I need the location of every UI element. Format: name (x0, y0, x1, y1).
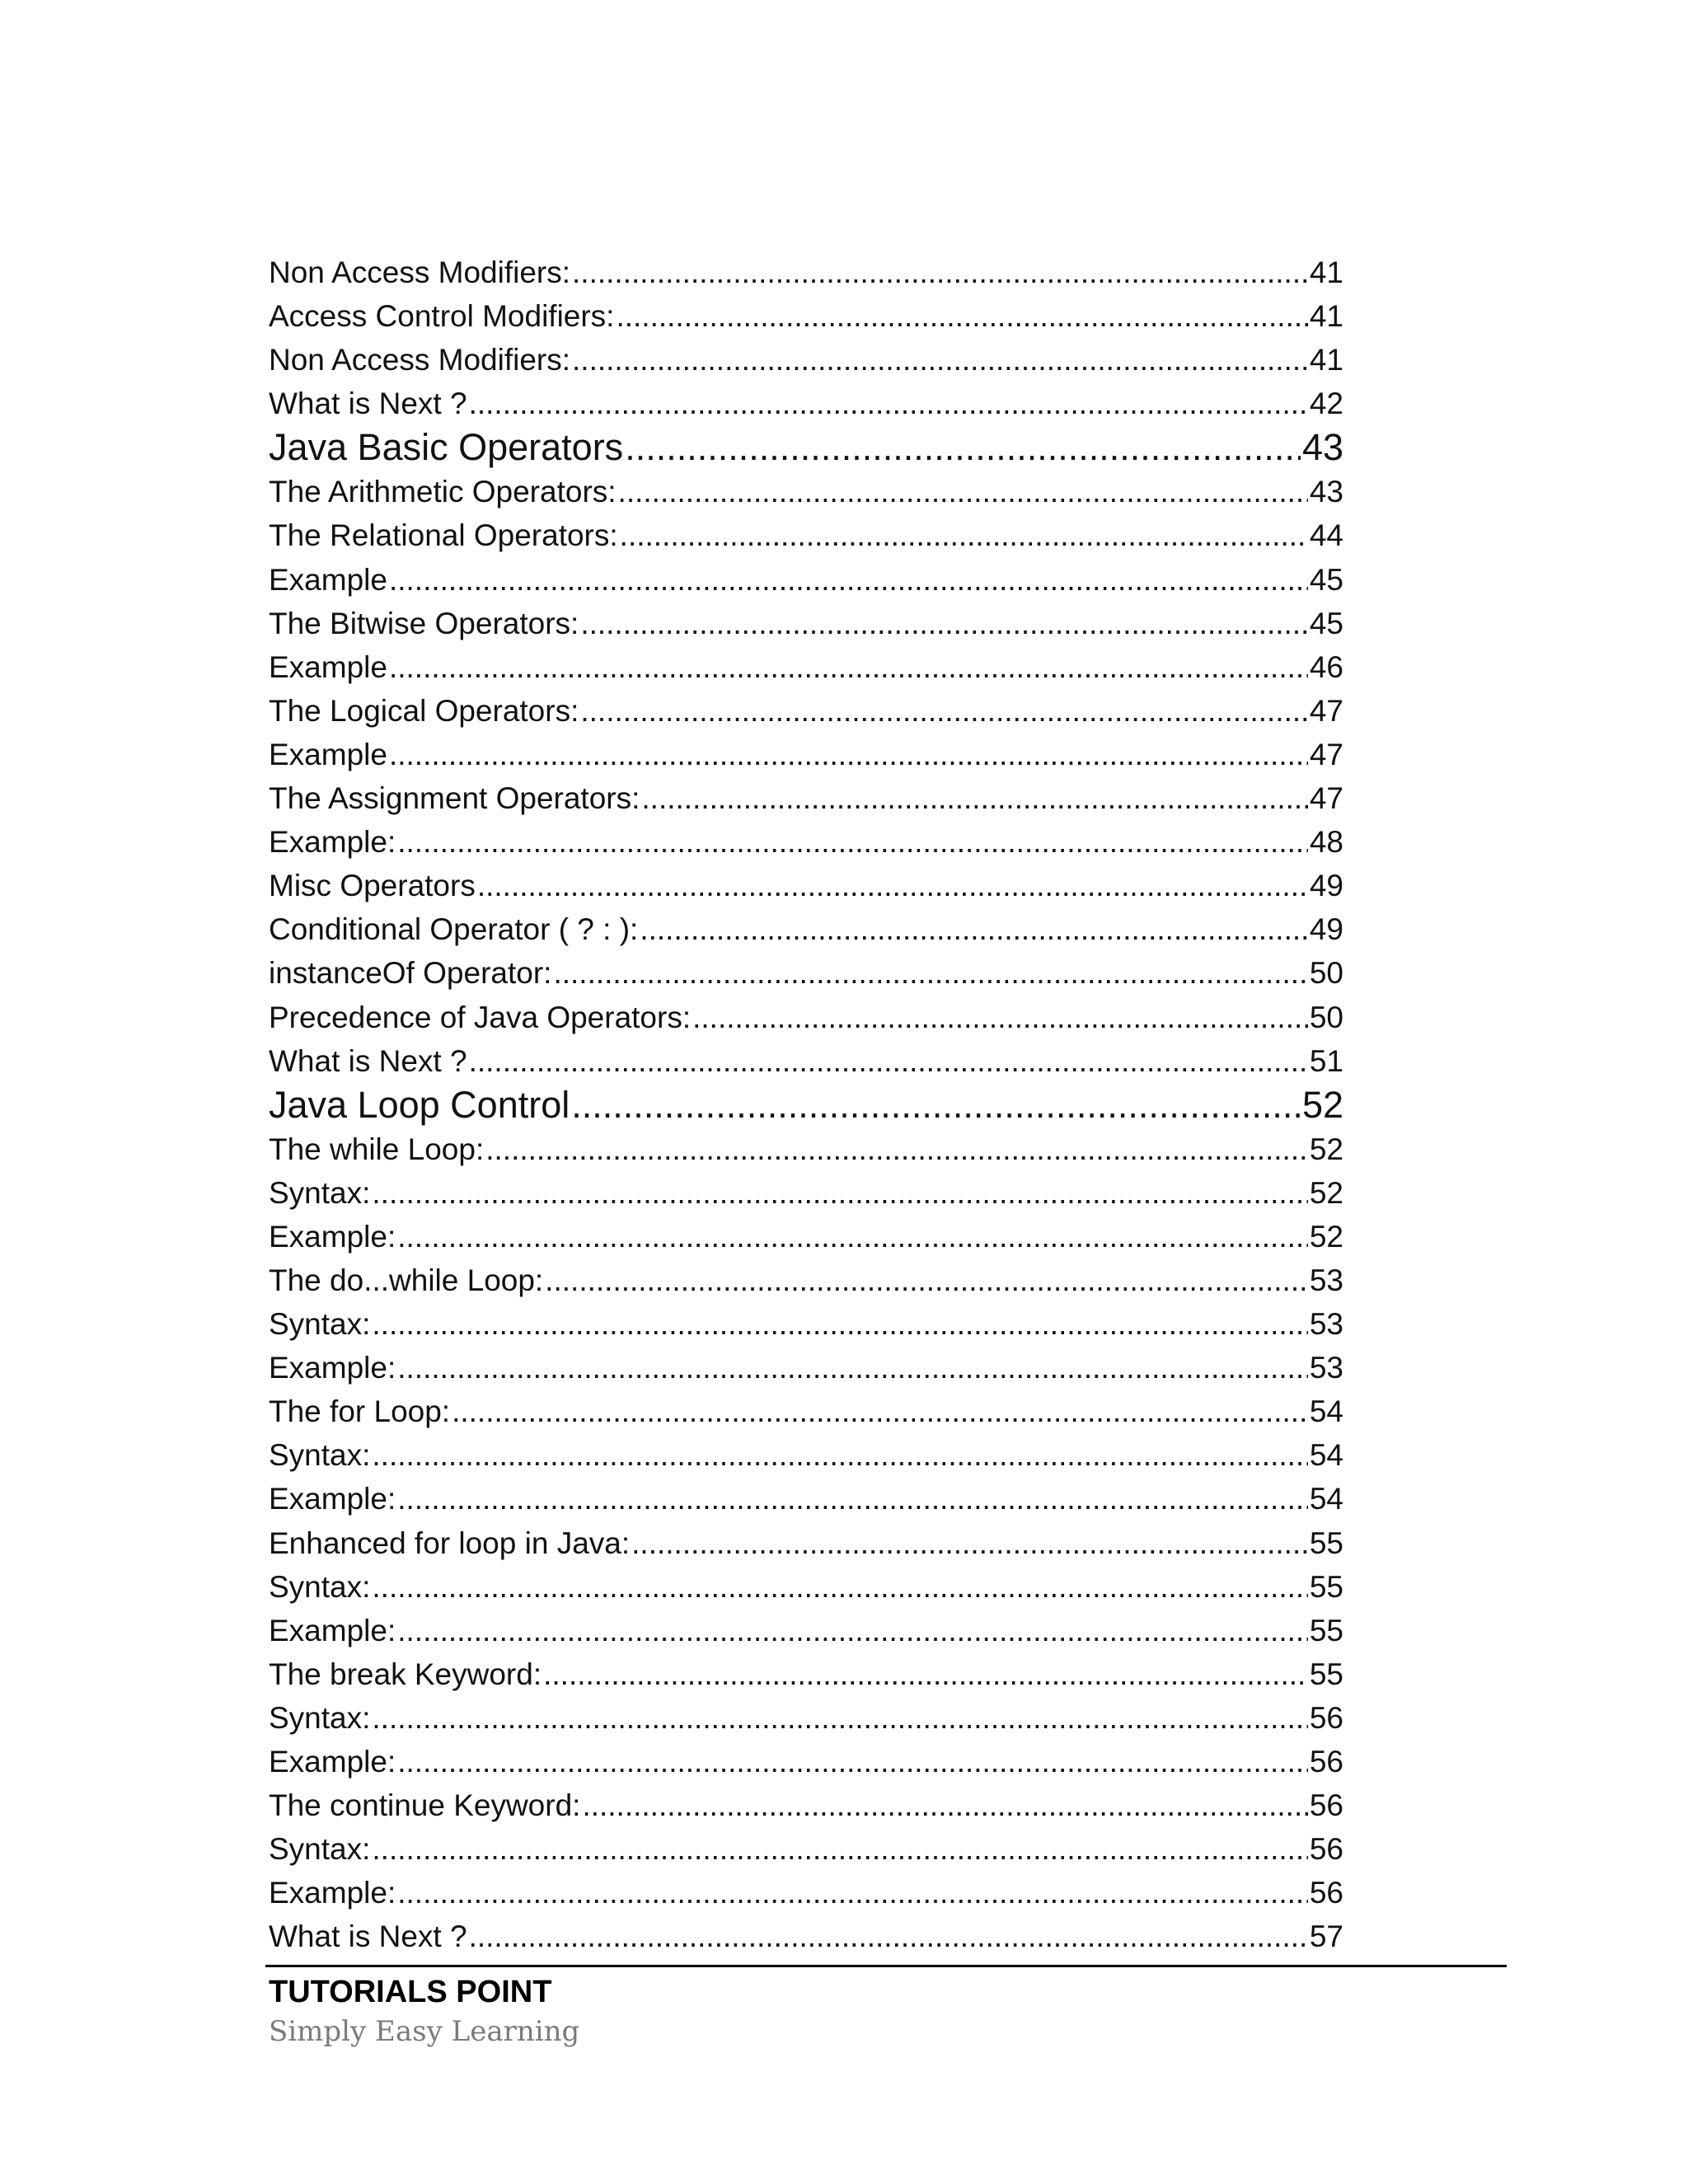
toc-dot-leader (580, 689, 1307, 733)
toc-dot-leader (545, 1258, 1308, 1302)
toc-entry[interactable] (269, 776, 1343, 820)
toc-dot-leader (572, 251, 1308, 294)
toc-dot-leader (618, 470, 1308, 513)
toc-entry-title: Example: (269, 825, 396, 860)
toc-dot-leader (397, 1215, 1308, 1258)
toc-entry[interactable] (269, 1215, 1343, 1258)
toc-entry-title: Syntax: (269, 1438, 371, 1473)
footer-divider (265, 1965, 1507, 1967)
toc-entry-title: Example: (269, 1613, 396, 1647)
toc-entry-title: Non Access Modifiers: (269, 343, 571, 377)
toc-page-number: 53 (1309, 1263, 1343, 1297)
toc-entry-title: Java Loop Control (269, 1083, 570, 1126)
toc-page-number: 54 (1309, 1482, 1343, 1516)
toc-page-number: 44 (1309, 518, 1343, 553)
toc-entry-title: Syntax: (269, 1175, 371, 1210)
toc-page-number: 45 (1309, 606, 1343, 640)
toc-dot-leader (397, 1871, 1308, 1915)
toc-entry-title: Non Access Modifiers: (269, 255, 571, 289)
toc-page-number: 52 (1309, 1132, 1343, 1166)
toc-entry[interactable] (269, 1127, 1343, 1171)
toc-entry[interactable] (269, 1696, 1343, 1740)
toc-entry[interactable] (269, 1565, 1343, 1609)
toc-dot-leader (372, 1171, 1307, 1215)
toc-dot-leader (631, 1521, 1308, 1565)
toc-page-number: 55 (1309, 1657, 1343, 1691)
toc-page-number: 49 (1309, 912, 1343, 947)
toc-entry[interactable] (269, 733, 1343, 776)
toc-dot-leader (469, 1915, 1308, 1958)
toc-dot-leader (572, 338, 1308, 382)
toc-entry[interactable] (269, 820, 1343, 864)
toc-entry[interactable] (269, 907, 1343, 951)
toc-entry-title: The while Loop: (269, 1132, 485, 1166)
toc-entry[interactable] (269, 1433, 1343, 1477)
toc-entry[interactable] (269, 1827, 1343, 1871)
toc-dot-leader (469, 1039, 1308, 1083)
toc-entry-title: Example: (269, 1745, 396, 1779)
toc-dot-leader (372, 1302, 1307, 1346)
footer-tagline: Simply Easy Learning (269, 2015, 580, 2048)
toc-page-number: 54 (1309, 1394, 1343, 1429)
toc-entry-title: Example: (269, 1482, 396, 1516)
toc-entry-title: What is Next ? (269, 1043, 467, 1078)
toc-page-number: 47 (1309, 737, 1343, 771)
toc-entry[interactable] (269, 1346, 1343, 1390)
toc-entry[interactable] (269, 1652, 1343, 1696)
toc-page-number: 56 (1309, 1745, 1343, 1779)
toc-entry[interactable] (269, 382, 1343, 425)
toc-page-number: 52 (1309, 1175, 1343, 1210)
toc-entry[interactable] (269, 1609, 1343, 1652)
toc-dot-leader (372, 1433, 1307, 1477)
toc-page-number: 41 (1309, 299, 1343, 334)
toc-entry-title: The continue Keyword: (269, 1788, 581, 1823)
toc-entry-title: The break Keyword: (269, 1657, 542, 1691)
toc-entry-title: Example: (269, 1876, 396, 1910)
toc-dot-leader (397, 1477, 1308, 1521)
footer-brand: TUTORIALS POINT (269, 1975, 552, 2009)
toc-entry-title: Java Basic Operators (269, 426, 624, 469)
toc-dot-leader (580, 602, 1308, 645)
toc-dot-leader (625, 425, 1301, 470)
toc-entry[interactable] (269, 1477, 1343, 1521)
toc-entry-title: Misc Operators (269, 869, 476, 903)
toc-entry-title: Enhanced for loop in Java: (269, 1526, 631, 1560)
toc-page-number: 41 (1309, 255, 1343, 289)
toc-page-number: 55 (1309, 1613, 1343, 1647)
toc-chapter-entry[interactable] (269, 1083, 1343, 1127)
toc-entry[interactable] (269, 1039, 1343, 1083)
toc-dot-leader (397, 1609, 1308, 1652)
toc-dot-leader (616, 294, 1307, 338)
toc-dot-leader (477, 864, 1308, 907)
toc-page-number: 47 (1309, 781, 1343, 816)
toc-dot-leader (389, 645, 1308, 689)
toc-entry-title: Access Control Modifiers: (269, 299, 615, 334)
toc-entry-title: What is Next ? (269, 387, 467, 421)
toc-entry[interactable] (269, 1171, 1343, 1215)
toc-page-number: 56 (1309, 1876, 1343, 1910)
toc-dot-leader (389, 733, 1308, 776)
toc-dot-leader (372, 1565, 1307, 1609)
toc-entry-title: The do...while Loop: (269, 1263, 544, 1297)
toc-entry[interactable] (269, 513, 1343, 557)
toc-page-number: 53 (1309, 1351, 1343, 1385)
toc-dot-leader (397, 1346, 1308, 1390)
toc-page-number: 48 (1309, 825, 1343, 860)
toc-entry[interactable] (269, 602, 1343, 645)
toc-entry-title: The Relational Operators: (269, 518, 618, 553)
toc-page-number: 56 (1309, 1832, 1343, 1867)
toc-entry-title: The Arithmetic Operators: (269, 475, 617, 509)
toc-page-number: 56 (1309, 1700, 1343, 1735)
toc-dot-leader (582, 1783, 1307, 1827)
toc-entry[interactable] (269, 864, 1343, 907)
toc-page-number: 57 (1309, 1919, 1343, 1954)
toc-page-number: 42 (1309, 387, 1343, 421)
toc-entry[interactable] (269, 251, 1343, 294)
toc-page-number: 54 (1309, 1438, 1343, 1473)
toc-entry[interactable] (269, 1740, 1343, 1783)
toc-entry[interactable] (269, 1871, 1343, 1915)
toc-page-number: 46 (1309, 649, 1343, 684)
toc-page-number: 47 (1309, 693, 1343, 728)
toc-entry[interactable] (269, 470, 1343, 513)
toc-entry-title: Precedence of Java Operators: (269, 1000, 692, 1034)
toc-entry[interactable] (269, 645, 1343, 689)
toc-dot-leader (452, 1390, 1308, 1433)
toc-dot-leader (372, 1827, 1307, 1871)
toc-entry[interactable] (269, 996, 1343, 1039)
table-of-contents (269, 251, 1343, 1958)
toc-dot-leader (397, 820, 1308, 864)
toc-page-number: 45 (1309, 562, 1343, 597)
toc-dot-leader (389, 558, 1308, 602)
toc-dot-leader (397, 1740, 1308, 1783)
toc-dot-leader (543, 1652, 1308, 1696)
toc-entry[interactable] (269, 1915, 1343, 1958)
toc-entry-title: Example: (269, 1351, 396, 1385)
toc-entry-title: Example (269, 562, 387, 597)
toc-dot-leader (469, 382, 1308, 425)
toc-page-number: 56 (1309, 1788, 1343, 1823)
toc-page-number: 50 (1309, 956, 1343, 991)
toc-entry[interactable] (269, 558, 1343, 602)
toc-dot-leader (641, 776, 1307, 820)
toc-entry[interactable] (269, 294, 1343, 338)
toc-page-number: 55 (1309, 1526, 1343, 1560)
toc-page-number: 49 (1309, 869, 1343, 903)
toc-entry[interactable] (269, 689, 1343, 733)
toc-page-number: 50 (1309, 1000, 1343, 1034)
toc-entry-title: Syntax: (269, 1569, 371, 1604)
toc-entry-title: Example: (269, 1219, 396, 1254)
toc-entry[interactable] (269, 1390, 1343, 1433)
toc-entry-title: The Bitwise Operators: (269, 606, 579, 640)
toc-dot-leader (485, 1127, 1308, 1171)
toc-entry[interactable] (269, 1258, 1343, 1302)
toc-entry[interactable] (269, 951, 1343, 995)
toc-dot-leader (553, 951, 1307, 995)
toc-entry-title: Syntax: (269, 1832, 371, 1867)
toc-entry-title: The for Loop: (269, 1394, 451, 1429)
toc-page-number: 51 (1309, 1043, 1343, 1078)
toc-entry[interactable] (269, 1783, 1343, 1827)
toc-page-number: 52 (1301, 1083, 1343, 1126)
toc-entry-title: Example (269, 649, 387, 684)
toc-entry-title: What is Next ? (269, 1919, 467, 1954)
toc-dot-leader (620, 513, 1308, 557)
toc-page-number: 43 (1309, 475, 1343, 509)
toc-entry-title: Syntax: (269, 1700, 371, 1735)
toc-entry-title: Conditional Operator ( ? : ): (269, 912, 639, 947)
toc-entry-title: The Assignment Operators: (269, 781, 640, 816)
toc-page-number: 52 (1309, 1219, 1343, 1254)
toc-entry[interactable] (269, 1521, 1343, 1565)
toc-page-number: 55 (1309, 1569, 1343, 1604)
toc-dot-leader (571, 1083, 1301, 1127)
toc-page-number: 43 (1301, 426, 1343, 469)
toc-entry-title: Example (269, 737, 387, 771)
toc-entry-title: The Logical Operators: (269, 693, 579, 728)
toc-page-number: 41 (1309, 343, 1343, 377)
toc-chapter-entry[interactable] (269, 425, 1343, 470)
toc-entry-title: instanceOf Operator: (269, 956, 552, 991)
toc-entry-title: Syntax: (269, 1307, 371, 1342)
toc-dot-leader (640, 907, 1308, 951)
toc-dot-leader (692, 996, 1308, 1039)
toc-dot-leader (372, 1696, 1307, 1740)
toc-entry[interactable] (269, 1302, 1343, 1346)
toc-entry[interactable] (269, 338, 1343, 382)
toc-page-number: 53 (1309, 1307, 1343, 1342)
